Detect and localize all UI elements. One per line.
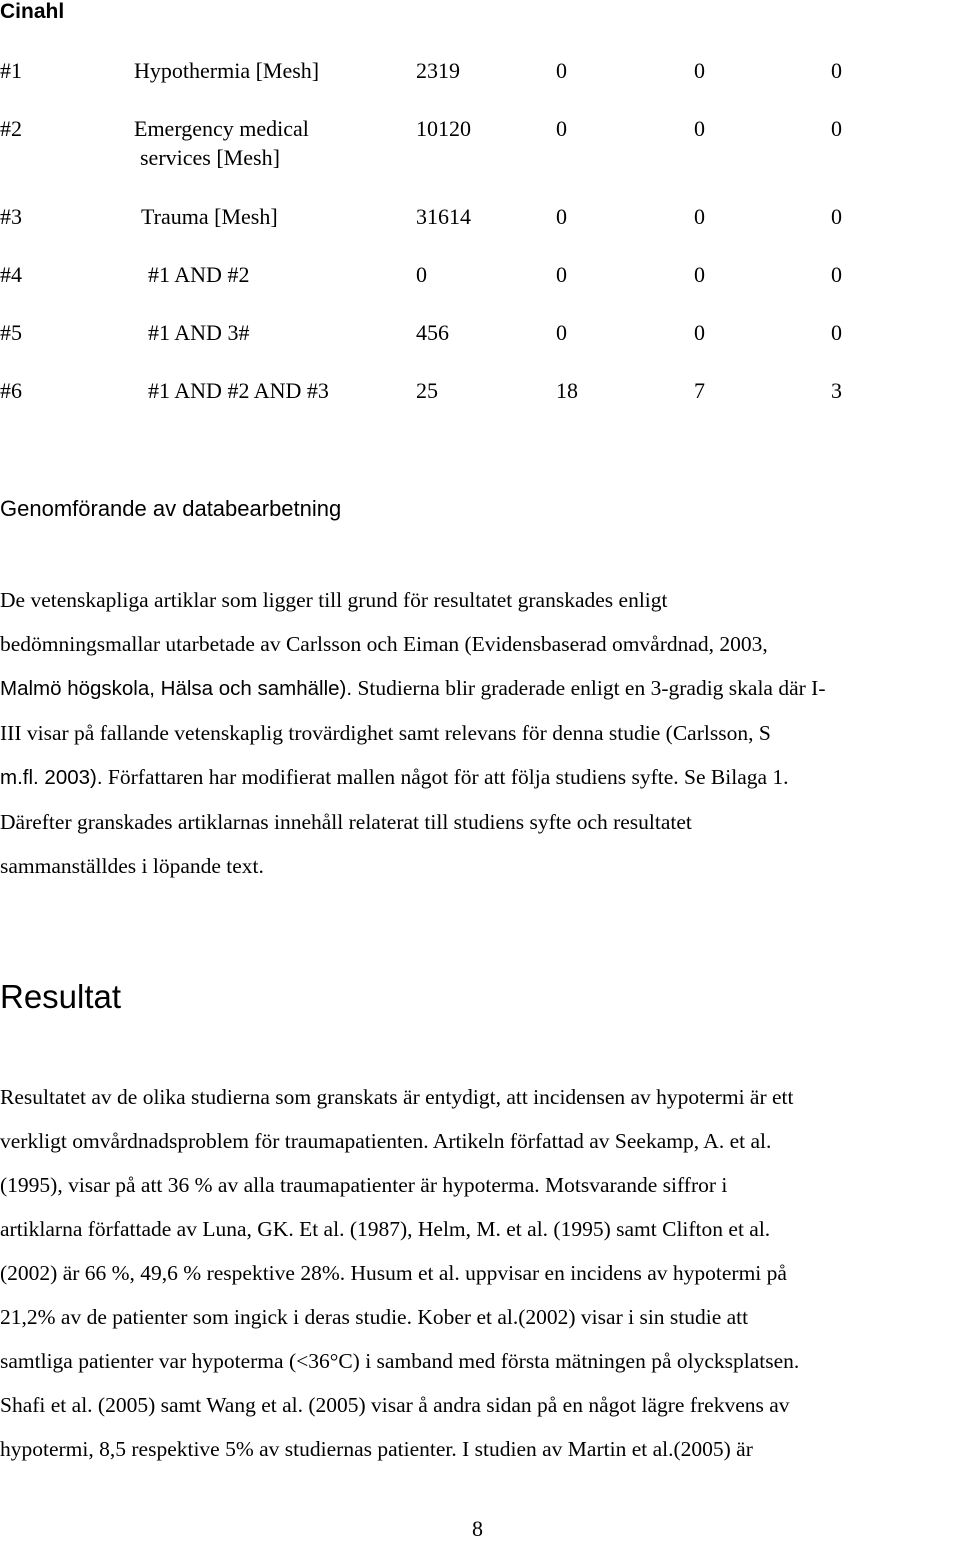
text-line: Shafi et al. (2005) samt Wang et al. (2005) visar å andra sidan på en något lägre frekvens av (0, 1393, 790, 1417)
hit-count: 0 (416, 262, 427, 287)
section-heading-genomforande: Genomförande av databearbetning (0, 496, 342, 521)
count-col-1: 0 (556, 116, 567, 141)
search-term: Hypothermia [Mesh] (134, 58, 320, 83)
hit-count: 25 (416, 378, 438, 403)
text-line: artiklarna författade av Luna, GK. Et al. (1987), Helm, M. et al. (1995) samt Clifton et al. (0, 1217, 771, 1241)
count-col-1: 0 (556, 204, 567, 229)
text-run: Studierna blir graderade enligt en 3-gradig skala där I- (352, 676, 826, 700)
search-term-line: services [Mesh] (140, 145, 280, 170)
table-row (0, 202, 900, 260)
section-heading-resultat: Resultat (0, 978, 122, 1015)
search-term (134, 114, 309, 172)
search-number: #6 (0, 378, 22, 403)
count-col-2: 0 (694, 116, 705, 141)
count-col-2: 7 (694, 378, 705, 403)
count-col-2: 0 (694, 262, 705, 287)
paragraph-resultat (0, 1075, 960, 1471)
section-heading-cinahl: Cinahl (0, 0, 65, 23)
text-line: hypotermi, 8,5 respektive 5% av studiernas patienter. I studien av Martin et al.(2005) är (0, 1437, 753, 1461)
search-number: #2 (0, 116, 22, 141)
text-line: De vetenskapliga artiklar som ligger till grund för resultatet granskades enligt (0, 588, 668, 612)
table-row (0, 114, 900, 202)
search-term-line: Emergency medical (134, 116, 309, 141)
text-line: (1995), visar på att 36 % av alla traumapatienter är hypoterma. Motsvarande siffror i (0, 1173, 728, 1197)
text-line: Därefter granskades artiklarnas innehåll relaterat till studiens syfte och resultatet (0, 810, 692, 834)
table-row (0, 260, 900, 318)
text-line: Resultatet av de olika studierna som granskats är entydigt, att incidensen av hypotermi är ett (0, 1085, 794, 1109)
text-line: III visar på fallande vetenskaplig trovärdighet samt relevans för denna studie (Carlsson, S (0, 721, 771, 745)
text-line: bedömningsmallar utarbetade av Carlsson och Eiman (Evidensbaserad omvårdnad, 2003, (0, 632, 768, 656)
page-number: 8 (472, 1516, 483, 1541)
hit-count: 10120 (416, 116, 471, 141)
text-run: Författaren har modifierat mallen något för att följa studiens syfte. Se Bilaga 1. (102, 765, 789, 789)
table-row (0, 376, 900, 434)
text-run: m.fl. 2003). (0, 766, 103, 789)
count-col-1: 0 (556, 320, 567, 345)
text-line: sammanställdes i löpande text. (0, 854, 264, 878)
text-run: Malmö högskola, Hälsa och samhälle). (0, 677, 353, 700)
search-number: #1 (0, 58, 22, 83)
table-row (0, 318, 900, 376)
count-col-1: 0 (556, 58, 567, 83)
count-col-2: 0 (694, 320, 705, 345)
search-term: #1 AND #2 (148, 262, 250, 287)
table-row (0, 56, 900, 114)
count-col-3: 0 (831, 320, 842, 345)
search-term: Trauma [Mesh] (141, 204, 278, 229)
paragraph-genomforande (0, 578, 960, 888)
search-history-table (0, 56, 900, 434)
search-number: #4 (0, 262, 22, 287)
search-term: #1 AND #2 AND #3 (148, 378, 329, 403)
hit-count: 456 (416, 320, 449, 345)
count-col-3: 3 (831, 378, 842, 403)
count-col-1: 18 (556, 378, 578, 403)
search-number: #3 (0, 204, 22, 229)
count-col-2: 0 (694, 204, 705, 229)
text-line: samtliga patienter var hypoterma (<36°C) i samband med första mätningen på olycksplatsen. (0, 1349, 800, 1373)
count-col-3: 0 (831, 262, 842, 287)
hit-count: 31614 (416, 204, 471, 229)
hit-count: 2319 (416, 58, 460, 83)
count-col-1: 0 (556, 262, 567, 287)
count-col-2: 0 (694, 58, 705, 83)
count-col-3: 0 (831, 204, 842, 229)
text-line: (2002) är 66 %, 49,6 % respektive 28%. Husum et al. uppvisar en incidens av hypotermi på (0, 1261, 787, 1285)
count-col-3: 0 (831, 58, 842, 83)
text-line: 21,2% av de patienter som ingick i deras studie. Kober et al.(2002) visar i sin studie att (0, 1305, 749, 1329)
search-term: #1 AND 3# (148, 320, 250, 345)
text-line (0, 755, 960, 800)
count-col-3: 0 (831, 116, 842, 141)
text-line (0, 666, 960, 711)
text-line: verkligt omvårdnadsproblem för traumapatienten. Artikeln författad av Seekamp, A. et al. (0, 1129, 772, 1153)
search-number: #5 (0, 320, 22, 345)
